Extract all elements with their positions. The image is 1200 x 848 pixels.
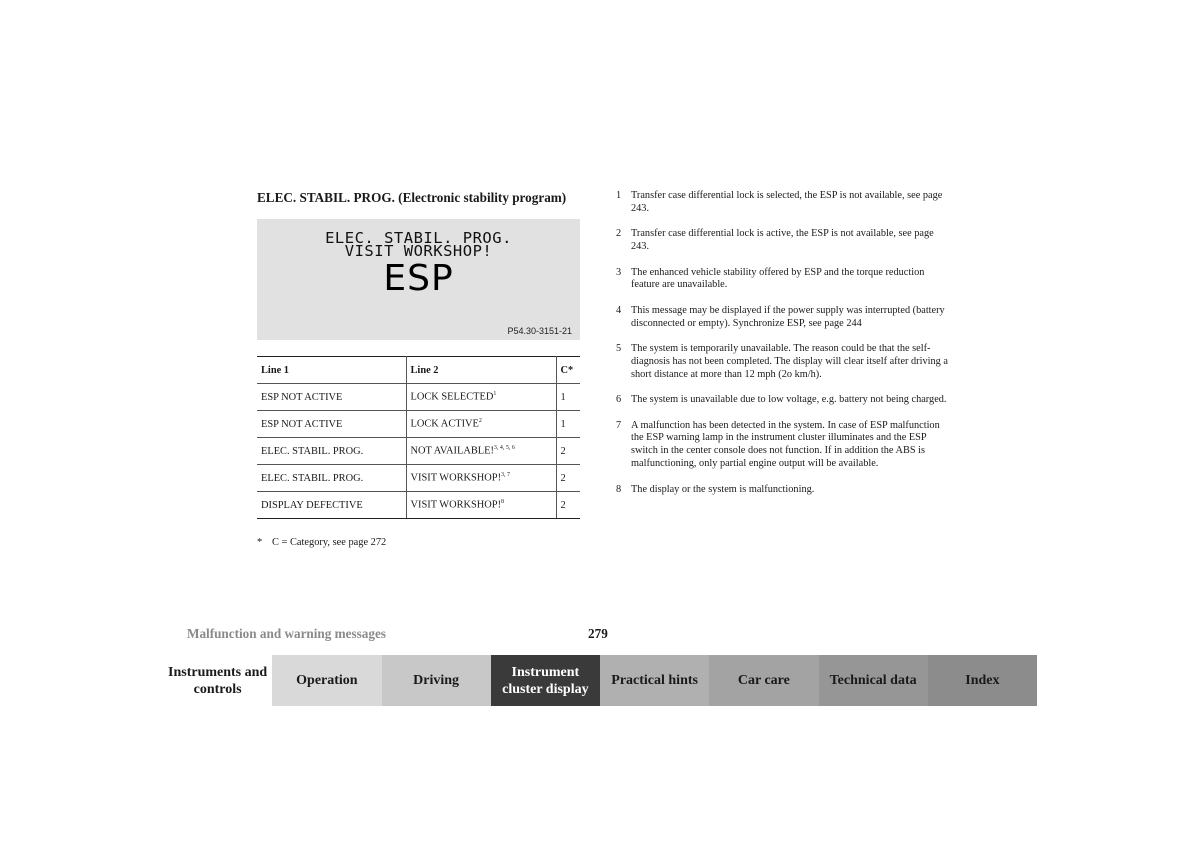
- display-line-1: ELEC. STABIL. PROG.: [325, 229, 512, 247]
- cell-line-2-text: NOT AVAILABLE!: [410, 445, 494, 457]
- note-item: [616, 394, 951, 407]
- display-esp-text: ESP: [383, 258, 454, 299]
- message-table: [257, 356, 580, 519]
- note-item: [616, 190, 951, 216]
- header-line-1: Line 1: [257, 357, 406, 384]
- footnote-text: C = Category, see page 272: [272, 537, 387, 548]
- cell-line-1: DISPLAY DEFECTIVE: [257, 492, 406, 519]
- note-item: [616, 305, 951, 331]
- cell-line-1: ELEC. STABIL. PROG.: [257, 465, 406, 492]
- note-item: [616, 420, 951, 471]
- note-text: The display or the system is malfunctioning.: [631, 483, 815, 495]
- tab-car-care[interactable]: Car care: [709, 655, 818, 706]
- figure-reference-code: P54.30-3151-21: [507, 326, 572, 336]
- cell-category: 2: [556, 492, 580, 519]
- tab-instruments-and-controls[interactable]: Instruments and controls: [163, 655, 272, 706]
- note-item: [616, 484, 951, 497]
- cell-category: 1: [556, 384, 580, 411]
- note-item: [616, 267, 951, 293]
- cell-line-2: [406, 465, 556, 492]
- note-number: 4: [616, 304, 622, 316]
- note-number: 7: [616, 419, 622, 431]
- tab-technical-data[interactable]: Technical data: [819, 655, 928, 706]
- cell-line-2: [406, 492, 556, 519]
- tab-index[interactable]: Index: [928, 655, 1037, 706]
- footnote-list: [616, 190, 951, 509]
- note-number: 5: [616, 343, 622, 355]
- cell-line-2: [406, 438, 556, 465]
- footnote-marker: *: [257, 537, 263, 548]
- note-item: [616, 343, 951, 381]
- footnote-ref: 2: [478, 418, 482, 425]
- note-text: The enhanced vehicle stability offered by ESP and the torque reduction feature are unavailable.: [631, 266, 925, 291]
- cell-line-2-text: VISIT WORKSHOP!: [410, 472, 502, 484]
- instrument-display-illustration: [257, 219, 580, 340]
- cell-category: 1: [556, 411, 580, 438]
- footnote-ref: 8: [501, 499, 505, 506]
- note-number: 3: [616, 266, 622, 278]
- note-text: The system is unavailable due to low voltage, e.g. battery not being charged.: [631, 394, 947, 406]
- footnote-ref: 3, 4, 5, 6: [493, 445, 515, 452]
- section-title: ELEC. STABIL. PROG. (Electronic stability program): [257, 190, 567, 205]
- table-row: [257, 438, 580, 465]
- cell-line-2-text: LOCK SELECTED: [410, 391, 494, 403]
- tab-operation[interactable]: Operation: [272, 655, 381, 706]
- page-number: 279: [588, 626, 608, 641]
- cell-line-2-text: LOCK ACTIVE: [410, 418, 479, 430]
- table-row: [257, 465, 580, 492]
- tab-instrument-cluster-display[interactable]: Instrument cluster display: [491, 655, 600, 706]
- chapter-tabs: [163, 655, 1037, 706]
- chapter-header: Malfunction and warning messages: [187, 626, 386, 641]
- note-text: A malfunction has been detected in the system. In case of ESP malfunction the ESP warning lamp in the instrument cluster illuminates and the ESP switch in the center console does not function. If in addition the ABS is malfunctioning, only partial engine output will be available.: [631, 419, 940, 470]
- note-text: Transfer case differential lock is active, the ESP is not available, see page 243.: [631, 228, 934, 253]
- footnote-ref: 1: [493, 391, 497, 398]
- table-row: [257, 411, 580, 438]
- header-line-2: Line 2: [406, 357, 556, 384]
- tab-practical-hints[interactable]: Practical hints: [600, 655, 709, 706]
- note-text: Transfer case differential lock is selected, the ESP is not available, see page 243.: [631, 190, 943, 214]
- cell-category: 2: [556, 465, 580, 492]
- note-number: 8: [616, 483, 622, 495]
- note-text: This message may be displayed if the power supply was interrupted (battery disconnected or empty). Synchronize ESP, see page 244: [631, 304, 945, 329]
- table-row: [257, 384, 580, 411]
- footnote-ref: 3, 7: [501, 472, 511, 479]
- cell-line-1: ESP NOT ACTIVE: [257, 411, 406, 438]
- note-number: 1: [616, 190, 622, 201]
- tab-driving[interactable]: Driving: [382, 655, 491, 706]
- note-number: 6: [616, 394, 622, 406]
- note-item: [616, 228, 951, 254]
- cell-line-1: ESP NOT ACTIVE: [257, 384, 406, 411]
- header-category: C*: [556, 357, 580, 384]
- table-row: [257, 492, 580, 519]
- display-line-2: VISIT WORKSHOP!: [344, 242, 493, 260]
- cell-line-2: [406, 384, 556, 411]
- table-header-row: [257, 357, 580, 384]
- cell-line-1: ELEC. STABIL. PROG.: [257, 438, 406, 465]
- cell-line-2: [406, 411, 556, 438]
- note-number: 2: [616, 228, 622, 240]
- note-text: The system is temporarily unavailable. The reason could be that the self-diagnosis has not been completed. The display will clear itself after driving a short distance at more than 12 mph (2o km/h).: [631, 343, 948, 380]
- cell-line-2-text: VISIT WORKSHOP!: [410, 499, 502, 511]
- cell-category: 2: [556, 438, 580, 465]
- table-footnote: [257, 537, 386, 548]
